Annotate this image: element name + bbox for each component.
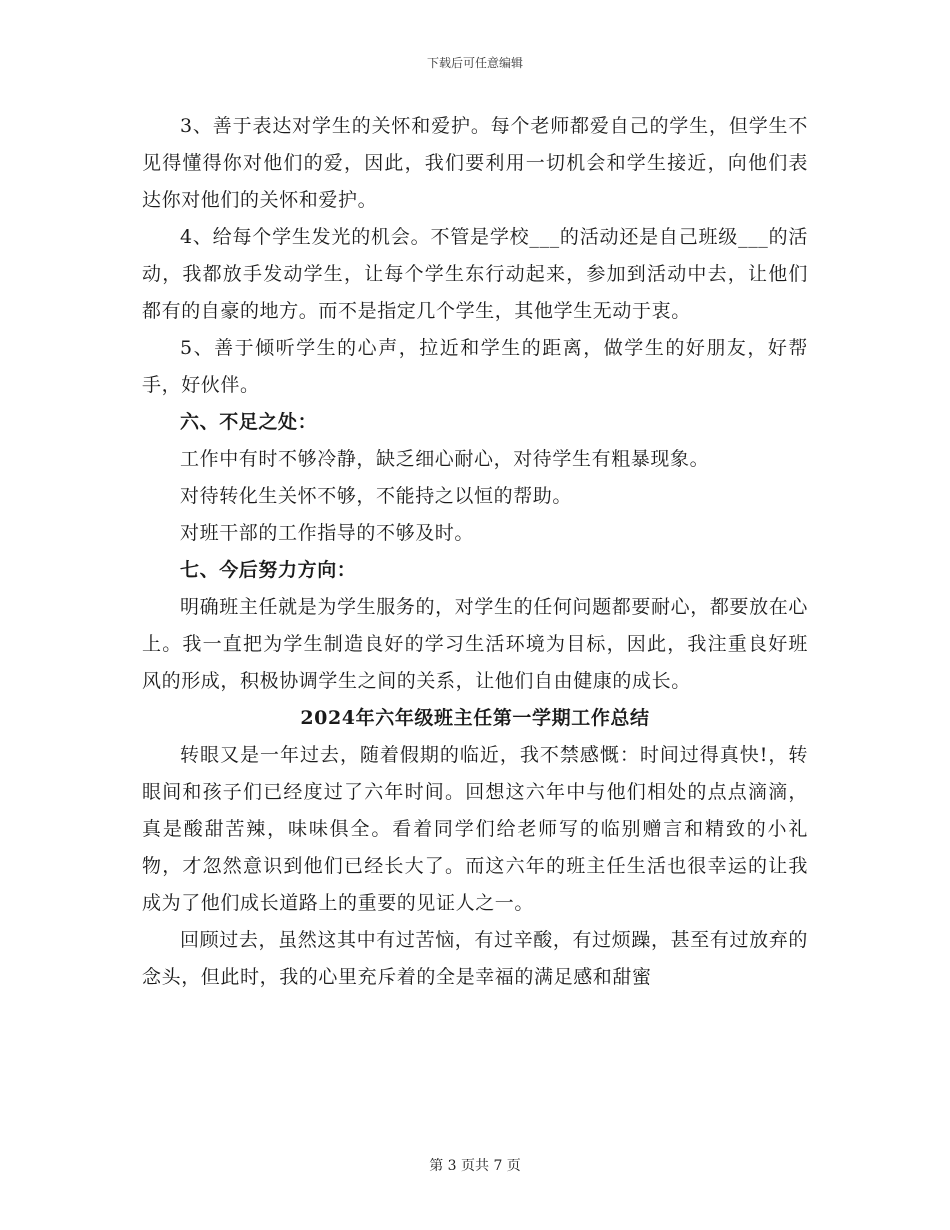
document-body: [142, 108, 808, 996]
paragraph-review: 回顾过去，虽然这其中有过苦恼，有过辛酸，有过烦躁，甚至有过放弃的念头，但此时，我的心里充斥着的全是幸福的满足感和甜蜜: [142, 929, 808, 988]
document-title: 2024年六年级班主任第一学期工作总结: [300, 707, 650, 729]
shortcoming-2: 对待转化生关怀不够，不能持之以恒的帮助。: [180, 485, 573, 507]
shortcoming-3: 对班干部的工作指导的不够及时。: [180, 522, 475, 544]
page-header: 下载后可任意编辑: [426, 56, 523, 70]
paragraph-3: 3、善于表达对学生的关怀和爱护。每个老师都爱自己的学生，但学生不见得懂得你对他们的爱，因此，我们要利用一切机会和学生接近，向他们表达你对他们的关怀和爱护。: [142, 115, 808, 211]
section-heading-7: 七、今后努力方向：: [180, 559, 357, 581]
paragraph-intro: 转眼又是一年过去，随着假期的临近，我不禁感慨：时间过得真快!，转眼间和孩子们已经度过了六年时间。回想这六年中与他们相处的点点滴滴，真是酸甜苦辣，味味俱全。看着同学们给老师写的临别赠言和精致的小礼物，才忽然意识到他们已经长大了。而这六年的班主任生活也很幸运的让我成为了他们成长道路上的重要的见证人之一。: [142, 744, 808, 914]
paragraph-5: 5、善于倾听学生的心声，拉近和学生的距离，做学生的好朋友，好帮手，好伙伴。: [142, 337, 808, 396]
section-heading-6: 六、不足之处：: [180, 411, 318, 433]
paragraph-direction: 明确班主任就是为学生服务的，对学生的任何问题都要耐心，都要放在心上。我一直把为学生制造良好的学习生活环境为目标，因此，我注重良好班风的形成，积极协调学生之间的关系，让他们自由健康的成长。: [142, 596, 808, 692]
page-footer: 第 3 页共 7 页: [429, 1158, 521, 1174]
shortcoming-1: 工作中有时不够冷静，缺乏细心耐心，对待学生有粗暴现象。: [180, 448, 710, 470]
paragraph-4: 4、给每个学生发光的机会。不管是学校___的活动还是自己班级___的活动，我都放手发动学生，让每个学生东行动起来，参加到活动中去，让他们都有的自豪的地方。而不是指定几个学生，其他学生无动于衷。: [142, 226, 808, 322]
